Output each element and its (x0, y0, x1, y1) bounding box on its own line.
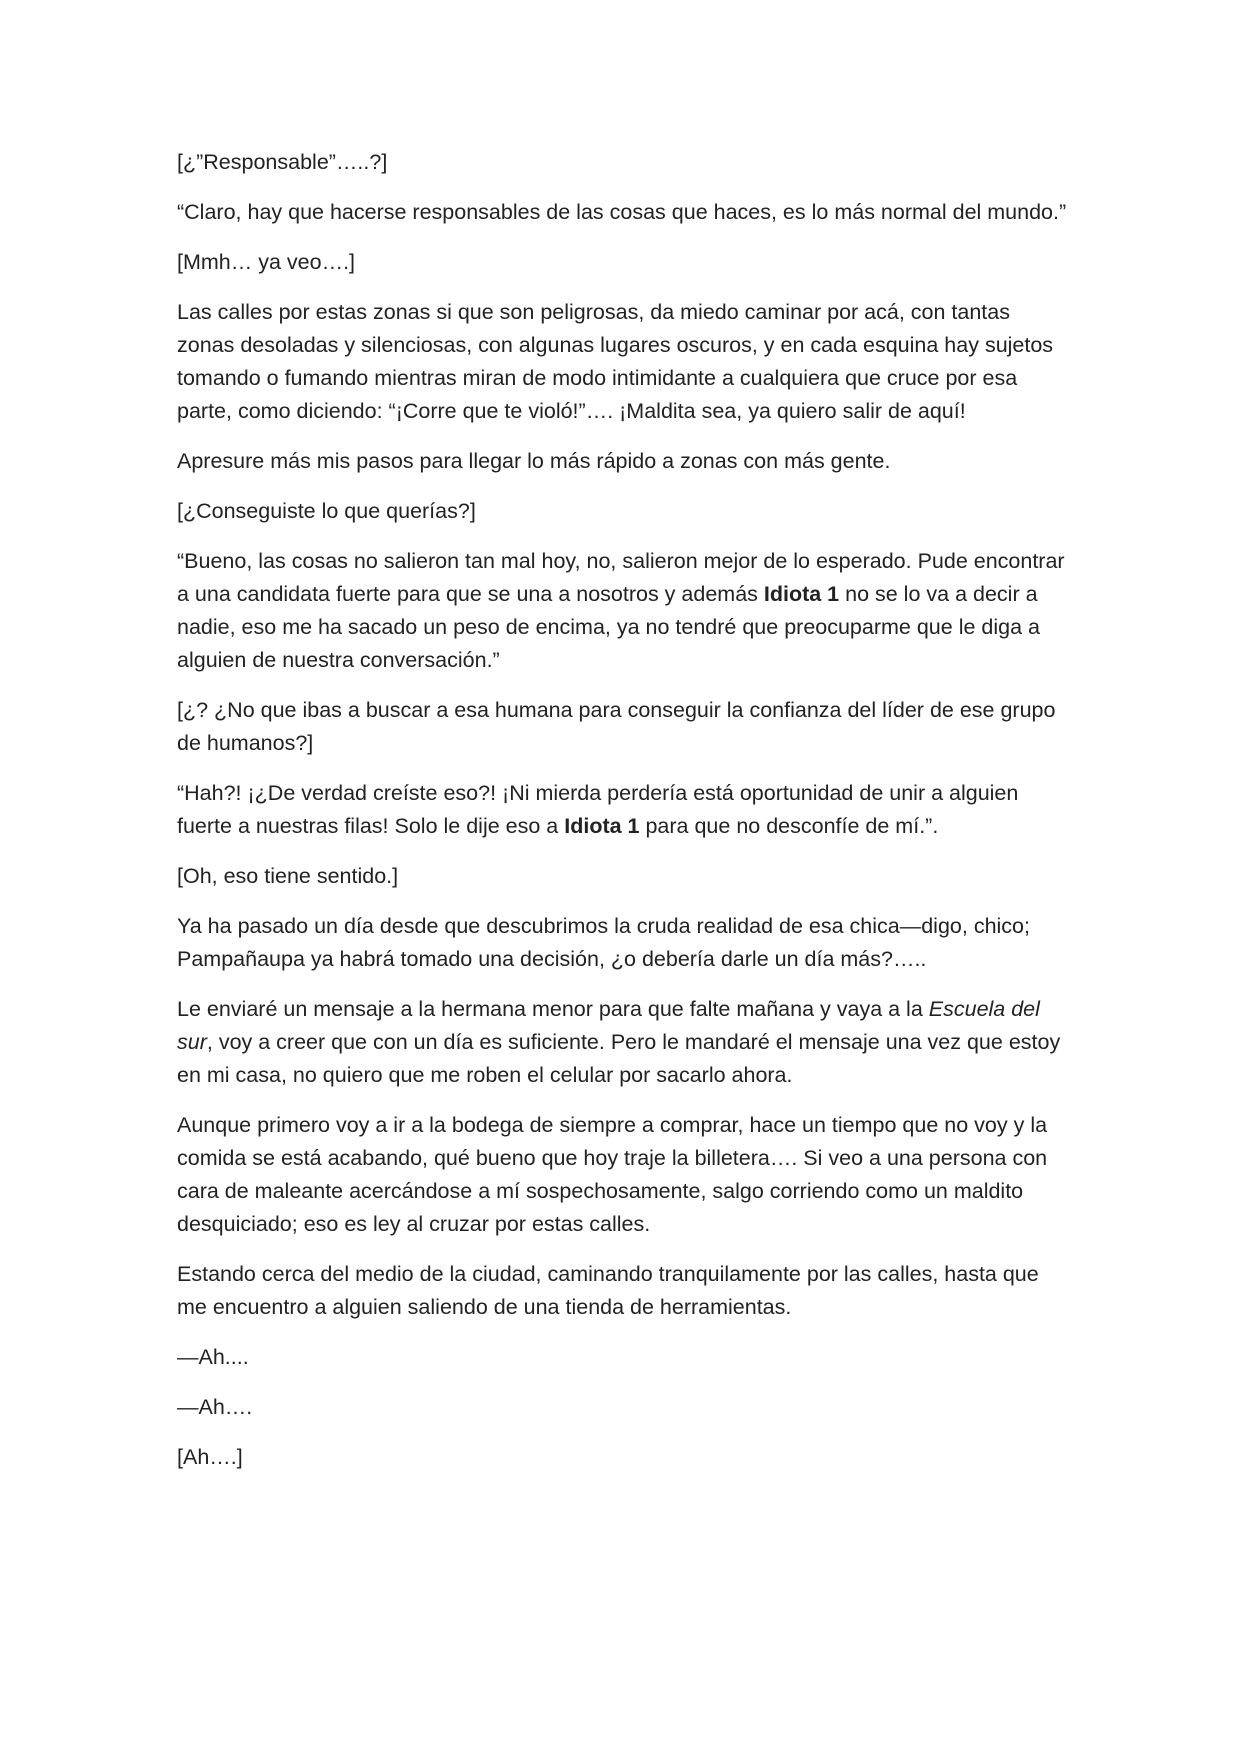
paragraph (177, 860, 1072, 893)
text-run: “Bueno, las cosas no salieron tan mal hoy, no, salieron mejor de lo esperado. Pude encontrar a una candidata fuerte para que se una a nosotros y además (177, 549, 1065, 606)
paragraph (177, 1441, 1072, 1474)
text-run: [Oh, eso tiene sentido.] (177, 864, 399, 888)
paragraph (177, 1258, 1072, 1324)
text-run: [Mmh… ya veo….] (177, 250, 356, 274)
text-run: para que no desconfíe de mí.”. (639, 814, 939, 838)
paragraph (177, 545, 1072, 677)
text-run: Aunque primero voy a ir a la bodega de siempre a comprar, hace un tiempo que no voy y la comida se está acabando, qué bueno que hoy traje la billetera…. Si veo a una persona con cara de maleante acercándose a mí sospechosamente, salgo corriendo como un maldito desquiciado; eso es ley al cruzar por estas calles. (177, 1113, 1048, 1236)
text-run: Ya ha pasado un día desde que descubrimos la cruda realidad de esa chica—digo, chico; Pampañaupa ya habrá tomado una decisión, ¿o debería darle un día más?….. (177, 914, 1030, 971)
text-run: , voy a creer que con un día es suficiente. Pero le mandaré el mensaje una vez que estoy en mi casa, no quiero que me roben el celular por sacarlo ahora. (177, 1030, 1061, 1087)
text-run: [¿”Responsable”…..?] (177, 150, 388, 174)
paragraph (177, 146, 1072, 179)
paragraph (177, 777, 1072, 843)
paragraph (177, 1391, 1072, 1424)
paragraph (177, 694, 1072, 760)
text-run: Las calles por estas zonas si que son peligrosas, da miedo caminar por acá, con tantas zonas desoladas y silenciosas, con algunas lugares oscuros, y en cada esquina hay sujetos tomando o fumando mientras miran de modo intimidante a cualquiera que cruce por esa parte, como diciendo: “¡Corre que te violó!”…. ¡Maldita sea, ya quiero salir de aquí! (177, 300, 1054, 423)
text-run: “Hah?! ¡¿De verdad creíste eso?! ¡Ni mierda perdería está oportunidad de unir a alguien fuerte a nuestras filas! Solo le dije eso a (177, 781, 1019, 838)
bold-name: Idiota 1 (564, 814, 640, 838)
document-page (177, 146, 1072, 1491)
paragraph (177, 993, 1072, 1092)
paragraph (177, 1109, 1072, 1241)
paragraph (177, 246, 1072, 279)
text-run: [¿? ¿No que ibas a buscar a esa humana para conseguir la confianza del líder de ese grupo de humanos?] (177, 698, 1056, 755)
paragraph (177, 445, 1072, 478)
text-run: —Ah.... (177, 1345, 249, 1369)
text-run: [¿Conseguiste lo que querías?] (177, 499, 476, 523)
paragraph (177, 296, 1072, 428)
bold-name: Idiota 1 (763, 582, 840, 606)
paragraph (177, 196, 1072, 229)
text-run: no se lo va a decir a nadie, eso me ha sacado un peso de encima, ya no tendré que preocuparme que le diga a alguien de nuestra conversación.” (177, 582, 1040, 672)
paragraph (177, 910, 1072, 976)
text-run: [Ah….] (177, 1445, 243, 1469)
italic-place-name: Escuela del sur (177, 997, 1040, 1054)
paragraph (177, 1341, 1072, 1374)
text-run: Estando cerca del medio de la ciudad, caminando tranquilamente por las calles, hasta que me encuentro a alguien saliendo de una tienda de herramientas. (177, 1262, 1039, 1319)
text-run: Le enviaré un mensaje a la hermana menor para que falte mañana y vaya a la (177, 997, 929, 1021)
text-run: “Claro, hay que hacerse responsables de las cosas que haces, es lo más normal del mundo.” (177, 200, 1067, 224)
text-run: Apresure más mis pasos para llegar lo más rápido a zonas con más gente. (177, 449, 891, 473)
paragraph (177, 495, 1072, 528)
text-run: —Ah…. (177, 1395, 253, 1419)
